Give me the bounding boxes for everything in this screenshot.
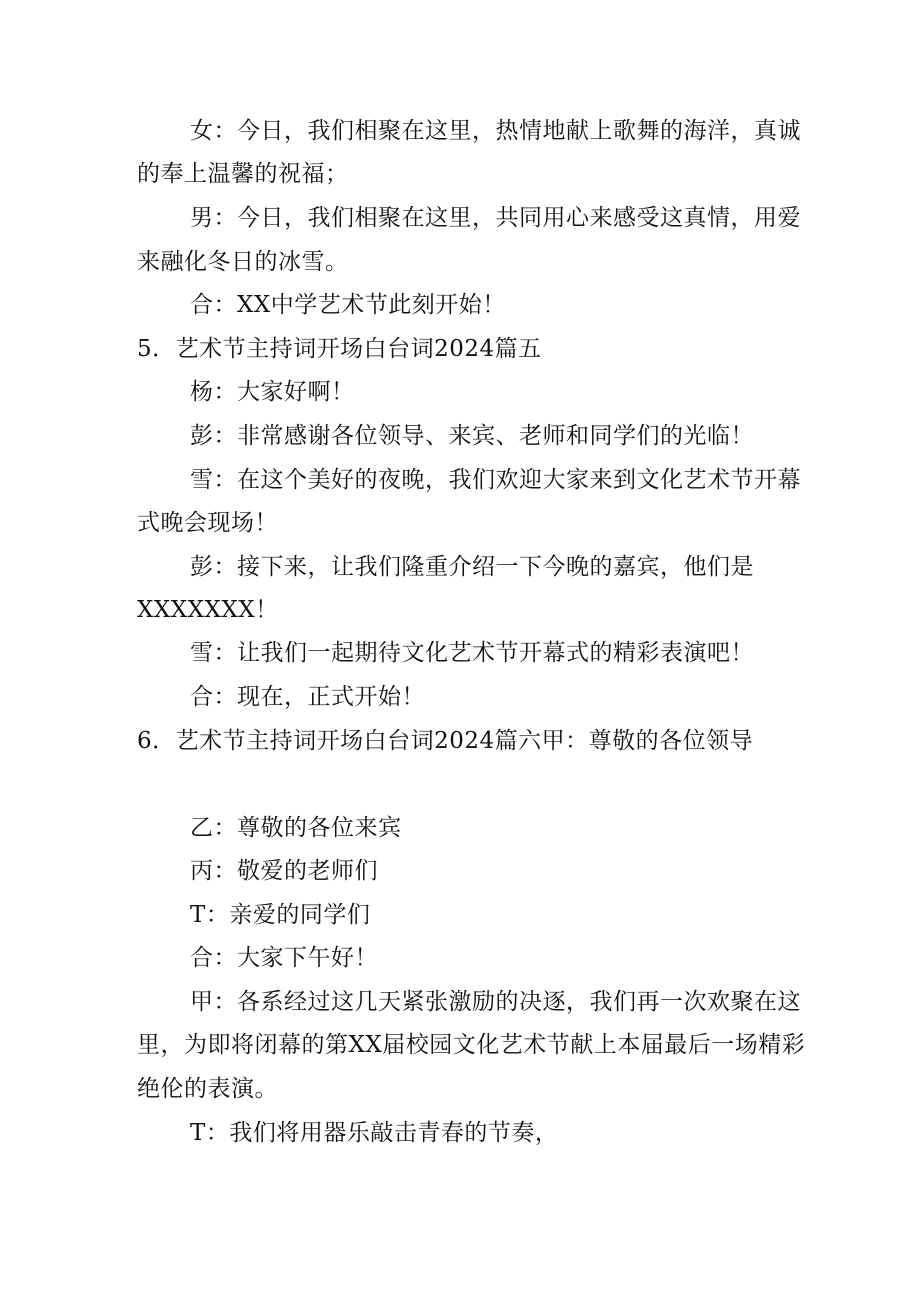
text-line-2: 的奉上温馨的祝福； bbox=[137, 161, 349, 187]
text-line-7: 杨：大家好啊！ bbox=[190, 379, 355, 405]
text-line-17: 丙：敬爱的老师们 bbox=[190, 858, 378, 884]
text-line-1: 女：今日，我们相聚在这里，热情地献上歌舞的海洋，真诚 bbox=[190, 118, 801, 144]
text-line-8: 彭：非常感谢各位领导、来宾、老师和同学们的光临！ bbox=[190, 423, 754, 449]
text-line-11: 彭：接下来，让我们隆重介绍一下今晚的嘉宾，他们是 bbox=[190, 554, 754, 580]
section-heading-6: 6．艺术节主持词开场白台词2024篇六甲：尊敬的各位领导 bbox=[137, 728, 754, 754]
text-line-16: 乙：尊敬的各位来宾 bbox=[190, 815, 402, 841]
text-line-18: T：亲爱的同学们 bbox=[190, 902, 371, 928]
text-line-14: 合：现在，正式开始！ bbox=[190, 684, 425, 710]
text-line-9: 雪：在这个美好的夜晚，我们欢迎大家来到文化艺术节开幕 bbox=[190, 467, 801, 493]
section-heading-5: 5．艺术节主持词开场白台词2024篇五 bbox=[137, 336, 542, 362]
text-line-20: 甲：各系经过这几天紧张激励的决逐，我们再一次欢聚在这 bbox=[190, 989, 801, 1015]
text-line-5: 合：XX中学艺术节此刻开始！ bbox=[190, 292, 506, 318]
text-line-23: T：我们将用器乐敲击青春的节奏， bbox=[190, 1120, 559, 1146]
text-line-19: 合：大家下午好！ bbox=[190, 945, 378, 971]
text-line-12: XXXXXXX！ bbox=[137, 597, 279, 623]
text-line-4: 来融化冬日的冰雪。 bbox=[137, 249, 349, 275]
text-line-3: 男：今日，我们相聚在这里，共同用心来感受这真情，用爱 bbox=[190, 205, 801, 231]
text-line-21: 里，为即将闭幕的第XX届校园文化艺术节献上本届最后一场精彩 bbox=[137, 1032, 806, 1058]
text-line-22: 绝伦的表演。 bbox=[137, 1076, 278, 1102]
text-line-10: 式晚会现场！ bbox=[137, 510, 278, 536]
text-line-13: 雪：让我们一起期待文化艺术节开幕式的精彩表演吧！ bbox=[190, 640, 754, 666]
